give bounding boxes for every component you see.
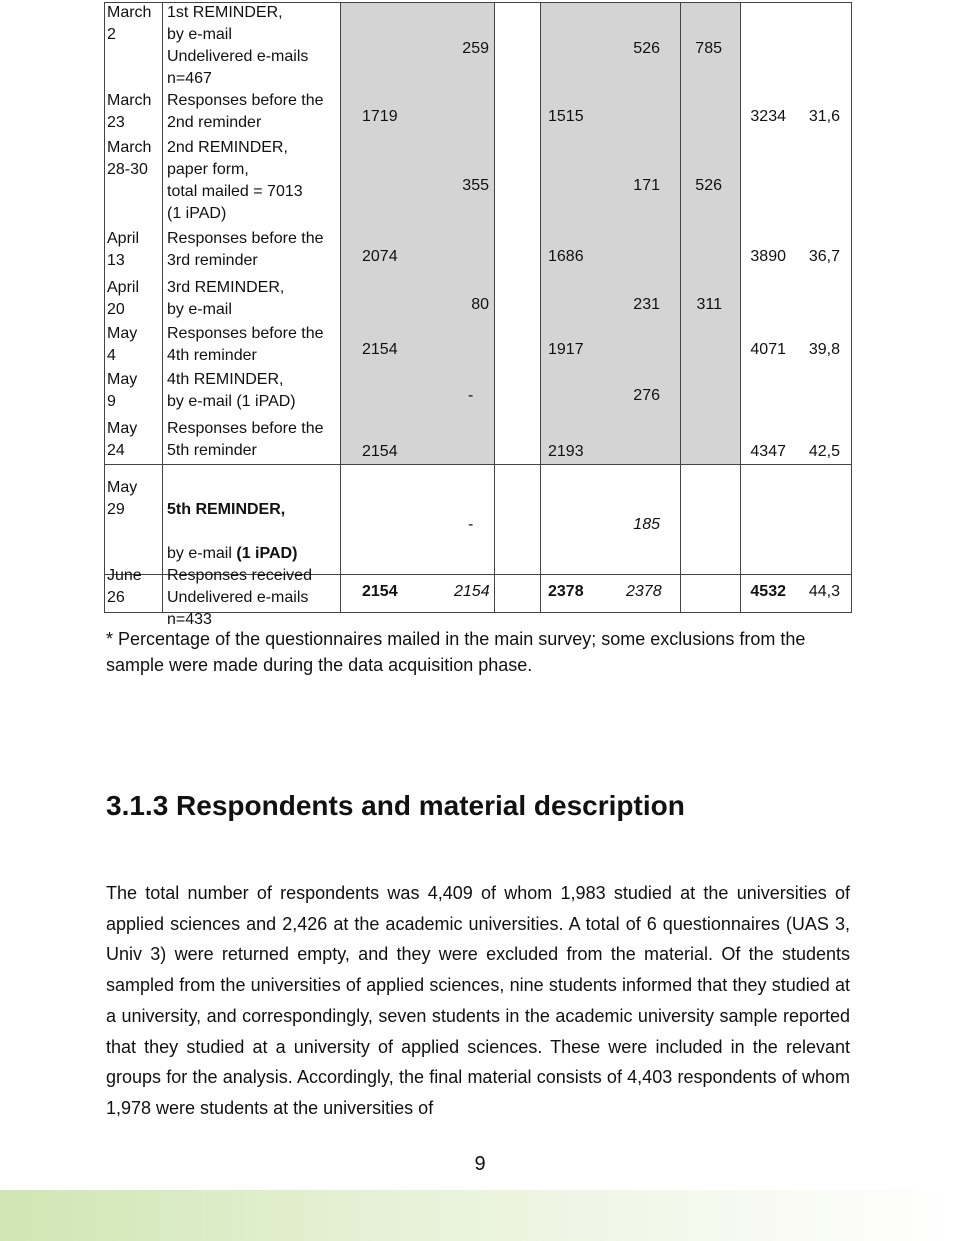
description-cell [167,477,308,631]
reminder-method: by e-mail [167,545,237,562]
date-cell: May 4 [107,325,138,364]
description-cell: Responses before the 4th reminder [167,325,324,364]
value-cell: 276 [633,387,660,404]
description-cell: Responses before the 2nd reminder [167,92,324,131]
description-cell: Responses received [167,567,312,584]
date-cell: April 20 [107,279,140,318]
date-cell: March 23 [107,92,152,131]
value-cell: 231 [633,296,660,313]
percent-cell: 42,5 [808,443,840,460]
value-cell: 1686 [548,248,584,265]
value-cell: 2154 [362,583,398,600]
table-footnote: * Percentage of the questionnaires mailed in the main survey; some exclusions from the sample were made during the data acquisition phase. [106,629,806,675]
body-paragraph: The total number of respondents was 4,409 of whom 1,983 studied at the universities of applied sciences and 2,426 at the academic universities. A total of 6 questionnaires (UAS 3, Univ 3) were returned empty, and they were excluded from the material. Of the students sampled from the universities of applied sciences, nine students informed that they studied at a university, and correspondingly, seven students in the academic university sample reported that they studied at a university of applied sciences. These were included in the relevant groups for the analysis. Accordingly, the final material consists of 4,403 respondents of whom 1,978 were students at the universities of [106,883,850,1118]
value-cell: 2154 [454,583,490,600]
percent-cell: 36,7 [808,248,840,265]
value-cell: 2154 [362,443,398,460]
value-cell: 259 [462,40,489,57]
description-cell: 4th REMINDER, by e-mail (1 iPAD) [167,371,296,410]
value-cell: 526 [633,40,660,57]
value-cell: 3890 [750,248,786,265]
value-cell: 171 [633,177,660,194]
date-cell: March 2 [107,4,152,43]
description-cell: 3rd REMINDER, by e-mail [167,279,285,318]
percent-cell: 44,3 [808,583,840,600]
value-cell: 4347 [750,443,786,460]
percent-cell: 39,8 [808,341,840,358]
date-cell: June 26 [107,567,142,606]
section-heading: 3.1.3 Respondents and material description [106,790,685,821]
date-cell: May 24 [107,420,138,459]
page-number: 9 [474,1153,486,1175]
reminder-label: 5th REMINDER, [167,501,286,518]
value-cell: 526 [695,177,722,194]
value-cell: 2154 [362,341,398,358]
description-cell: Responses before the 5th reminder [167,420,324,459]
reminder-details: Undelivered e-mails n=433 [167,589,309,628]
value-cell: 2378 [548,583,584,600]
value-cell: 2193 [548,443,584,460]
value-cell: 185 [633,516,660,533]
value-cell: 3234 [750,108,786,125]
value-cell: - [468,387,474,404]
value-cell: 2378 [626,583,662,600]
value-cell: 4071 [750,341,786,358]
date-cell: April 13 [107,230,140,269]
description-cell: 2nd REMINDER, paper form, total mailed = 7013 (1 iPAD) [167,139,303,222]
value-cell: 1917 [548,341,584,358]
description-cell: 1st REMINDER, by e-mail Undelivered e-mails n=467 [167,4,309,87]
value-cell: 4532 [750,583,786,600]
description-cell: Responses before the 3rd reminder [167,230,324,269]
value-cell: 2074 [362,248,398,265]
date-cell: May 29 [107,479,138,518]
percent-cell: 31,6 [808,108,840,125]
value-cell: 785 [695,40,722,57]
reminder-note: (1 iPAD) [236,545,298,562]
value-cell: 1515 [548,108,584,125]
survey-timeline-table [104,2,852,628]
footer-gradient-band [0,1190,960,1241]
date-cell: March 28-30 [107,139,152,178]
value-cell: 311 [696,296,722,313]
value-cell: 1719 [362,108,398,125]
value-cell: 355 [462,177,489,194]
value-cell: 80 [471,296,489,313]
value-cell: - [468,516,474,533]
date-cell: May 9 [107,371,138,410]
